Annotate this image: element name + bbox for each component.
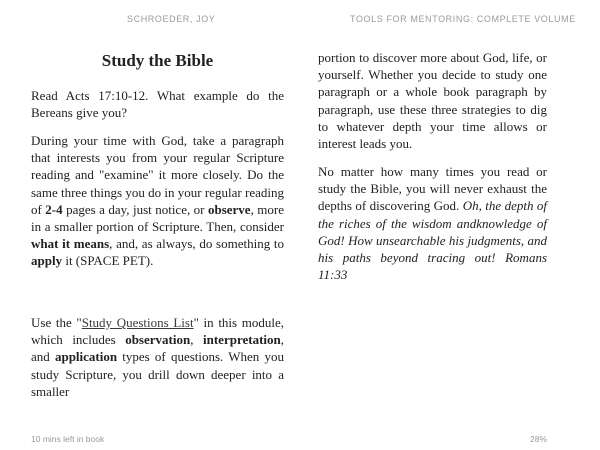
author-header: SCHROEDER, JOY bbox=[127, 14, 216, 24]
section-heading: Study the Bible bbox=[101, 51, 214, 70]
text-run: No matter how many times you read or study the Bible, you will never exhaust the depths of discovering God. bbox=[318, 164, 547, 214]
time-left-indicator: 10 mins left in book bbox=[31, 434, 105, 444]
paragraph-depths bbox=[318, 163, 547, 283]
text-run: types of questions. When you study Scripture, you drill down deeper into a smaller bbox=[31, 349, 284, 399]
text-run: , bbox=[190, 332, 204, 348]
paragraph-continued: portion to discover more about God, life, or yourself. Whether you decide to study one paragraph or a whole book paragraph by paragraph, use these three strategies to dig to whatever depth your time allows or interest leads you. bbox=[318, 50, 547, 152]
bold-run: application bbox=[54, 349, 118, 365]
italic-quote: Oh, the depth of the riches of the wisdom andknowledge of God! How unsearchable his judgments, and his paths beyond tracing out! Romans 11:33 bbox=[318, 198, 548, 283]
text-run: During your time with God, take a paragraph that interests you from your regular Scripture reading and "examine" it more closely. Do the same three things you do in your regular reading of bbox=[31, 133, 284, 217]
text-run: Use the " bbox=[31, 315, 82, 330]
paragraph-time-with-god bbox=[31, 132, 284, 270]
paragraph-acts: Read Acts 17:10-12. What example do the Bereans give you? bbox=[31, 88, 284, 121]
bold-run: what it means bbox=[31, 236, 110, 252]
text-run: , more in a smaller portion of Scripture. Then, consider bbox=[31, 201, 284, 235]
bold-run: apply bbox=[31, 253, 63, 269]
text-run: " in this module, which includes bbox=[31, 315, 284, 348]
bold-run: observation bbox=[125, 332, 191, 348]
text-run: pages a day, just notice, or bbox=[62, 201, 208, 217]
book-title-header: TOOLS FOR MENTORING: COMPLETE VOLUME bbox=[350, 14, 576, 24]
text-run: , and, as always, do something to bbox=[109, 236, 284, 252]
bold-run: observe bbox=[207, 201, 251, 217]
paragraph-study-questions bbox=[31, 314, 284, 400]
text-run: , and bbox=[31, 332, 285, 365]
text-run: it (SPACE PET). bbox=[62, 253, 154, 269]
study-questions-list-link[interactable]: Study Questions List bbox=[81, 315, 194, 330]
bold-run: interpretation bbox=[203, 332, 281, 348]
bold-run: 2-4 bbox=[45, 201, 63, 217]
progress-percent: 28% bbox=[529, 434, 547, 444]
